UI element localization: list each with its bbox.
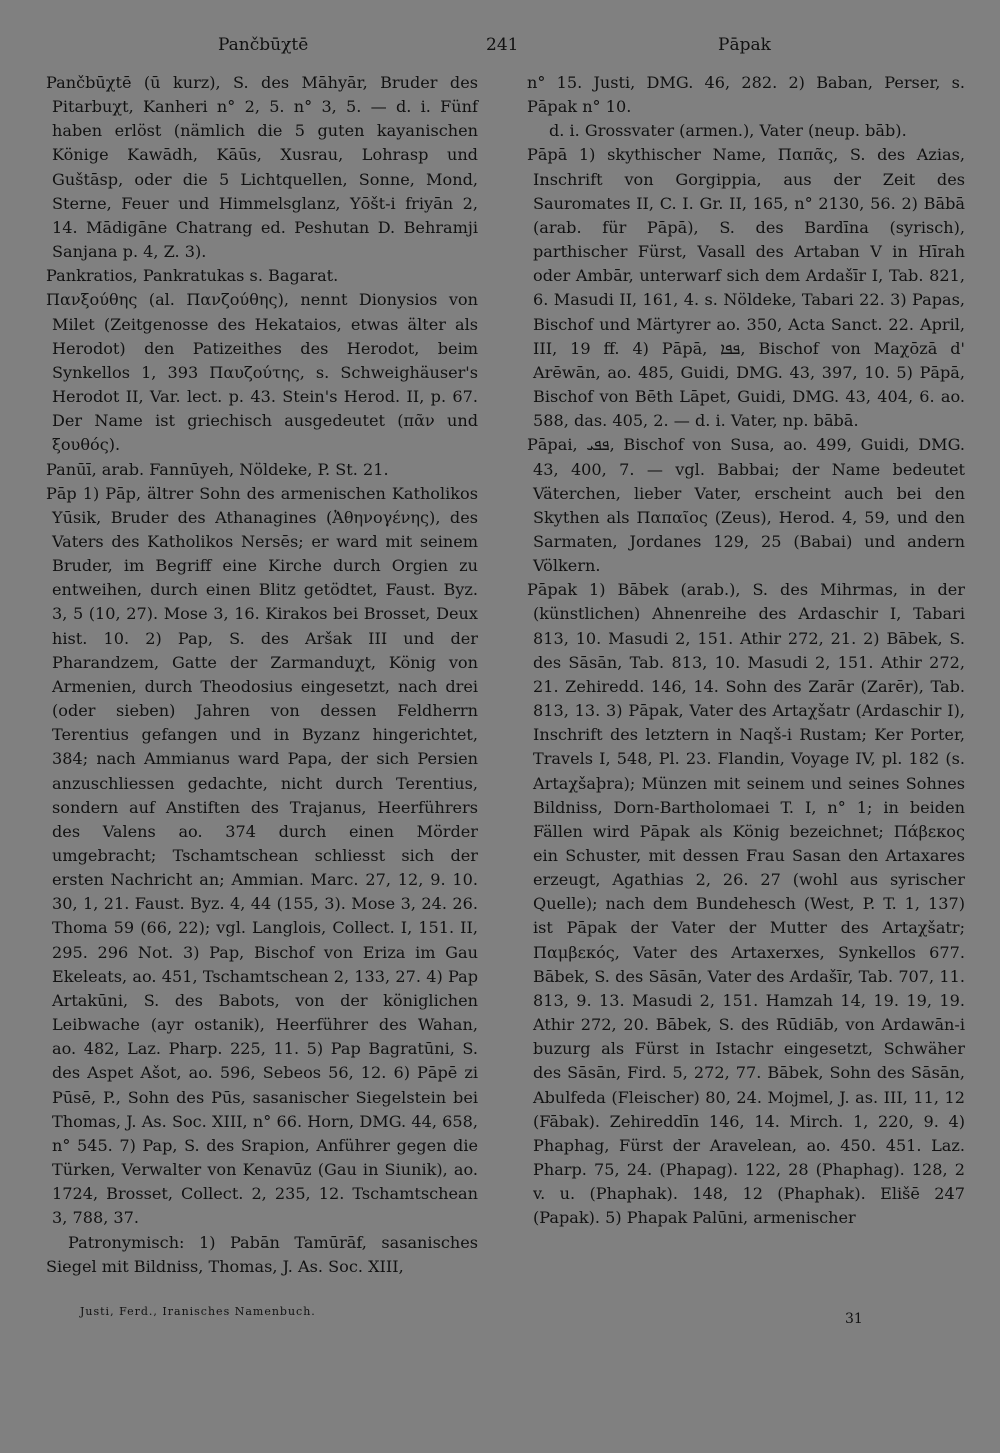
right-column — [527, 71, 965, 1231]
left-column — [46, 71, 478, 1279]
entry-panchbukhte: Pančbūχtē (ū kurz), S. des Māhyār, Bruder des Pitarbuχt, Kanheri n° 2, 5. n° 3, 5. — d. i. Fünf haben erlöst (nämlich die 5 guten kayanischen Könige Kawādh, Kāūs, Xusrau, Lohrasp und Guštāsp, oder die 5 Lichtquellen, Sonne, Mond, Sterne, Feuer und Himmelsglanz, Yōšt-i friyān 2, 14. Mādigāne Chatrang ed. Peshutan D. Behramji Sanjana p. 4, Z. 3). — [46, 73, 478, 262]
entry-papak: Pāpak 1) Bābek (arab.), S. des Mihrmas, in der (künstlichen) Ahnenreihe des Ardaschir I, Tabari 813, 10. Masudi 2, 151. Athir 272, 21. 2) Bābek, S. des Sāsān, Tab. 813, 10. Masudi 2, 151. Athir 272, 21. Zehiredd. 146, 14. Sohn des Zarār (Zarēr), Tab. 813, 13. 3) Pāpak, Vater des Artaχšatr (Ardaschir I), Inschrift des letztern in Naqš-i Rustam; Ker Porter, Travels I, 548, Pl. 23. Flandin, Voyage IV, pl. 182 (s. Artaχšaþra); Münzen mit seinem und seines Sohnes Bildniss, Dorn-Bartholomaei T. I, n° 1; in beiden Fällen wird Pāpak als König bezeichnet; Πάβεκος ein Schuster, mit dessen Frau Sasan den Artaxares erzeugt, Agathias 2, 26. 27 (wohl aus syrischer Quelle); nach dem Bundehesch (West, P. T. 1, 137) ist Pāpak der Vater der Mutter des Artaχšatr; Παμβεκός, Vater des Artaxerxes, Synkellos 677. Bābek, S. des Sāsān, Vater des Ardašīr, Tab. 707, 11. 813, 9. 13. Masudi 2, 151. Hamzah 14, 19. 19, 19. Athir 272, 20. Bābek, S. des Rūdiāb, von Ardawān-i buzurg als Fürst in Istachr eingesetzt, Schwäher des Sāsān, Fird. 5, 272, 77. Bābek, Sohn des Sāsān, Abulfeda (Fleischer) 80, 24. Mojmel, J. as. III, 11, 12 (Fābak). Zehireddīn 146, 14. Mirch. 1, 220, 9. 4) Phaphag, Fürst der Aravelean, ao. 450. 451. Laz. Pharp. 75, 24. (Phapag). 122, 28 (Phaphag). 128, 2 v. u. (Phaphak). 148, 12 (Phaphak). Elišē 247 (Papak). 5) Phapak Palūni, armenischer — [527, 580, 965, 1228]
entry-pap-patronymic: Patronymisch: 1) Pabān Tamūrāf, sasanisches Siegel mit Bildniss, Thomas, J. As. Soc. XIII, — [46, 1232, 478, 1276]
entry-continuation: n° 15. Justi, DMG. 46, 282. 2) Baban, Perser, s. Pāpak n° 10. — [527, 73, 965, 117]
entry-pap: Pāp 1) Pāp, ältrer Sohn des armenischen Katholikos Yūsik, Bruder des Athanagines (Ἀθηνογένης), des Vaters des Katholikos Nersēs; er ward mit seinem Bruder, im Begriff eine Kirche durch Orgien zu entweihen, durch einen Blitz getödtet, Faust. Byz. 3, 5 (10, 27). Mose 3, 16. Kirakos bei Brosset, Deux hist. 10. 2) Pap, S. des Aršak III und der Pharandzem, Gatte der Zarmanduχt, König von Armenien, durch Theodosius eingesetzt, nach drei (oder sieben) Jahren von dessen Feldherrn Terentius gefangen und in Byzanz hingerichtet, 384; nach Ammianus ward Papa, der sich Persien anzuschliessen gedachte, nicht durch Terentius, sondern auf Anstiften des Trajanus, Heerführers des Valens ao. 374 durch einen Mörder umgebracht; Tschamtschean schliesst sich der ersten Nachricht an; Ammian. Marc. 27, 12, 9. 10. 30, 1, 21. Faust. Byz. 4, 44 (155, 3). Mose 3, 24. 26. Thoma 59 (66, 22); vgl. Langlois, Collect. I, 151. II, 295. 296 Not. 3) Pap, Bischof von Eriza im Gau Ekeleats, ao. 451, Tschamtschean 2, 133, 27. 4) Pap Artakūni, S. des Babots, von der königlichen Leibwache (ayr ostanik), Heerführer des Wahan, ao. 482, Laz. Pharp. 225, 11. 5) Pap Bagratūni, S. des Aspet Ašot, ao. 596, Sebeos 56, 12. 6) Pāpē zi Pūsē, P., Sohn des Pūs, sasanischer Siegelstein bei Thomas, J. As. Soc. XIII, n° 66. Horn, DMG. 44, 658, n° 545. 7) Pap, S. des Srapion, Anführer gegen die Türken, Verwalter von Kenavūz (Gau in Siunik), ao. 1724, Brosset, Collect. 2, 235, 12. Tschamtschean 3, 788, 37. — [46, 483, 478, 1228]
footer-book-title: Justi, Ferd., Iranisches Namenbuch. — [80, 1305, 316, 1318]
running-head-left: Pančbūχtē — [218, 35, 309, 55]
entry-continuation-note: d. i. Grossvater (armen.), Vater (neup. bāb). — [549, 121, 907, 141]
entry-papai: Pāpai, ܦܦܝ, Bischof von Susa, ao. 499, Guidi, DMG. 43, 400, 7. — vgl. Babbai; der Name bedeutet Väterchen, lieber Vater, erscheint auch bei den Skythen als Παπαῖος (Zeus), Herod. 4, 59, und den Sarmaten, Jordanes 129, 25 (Babai) und andern Völkern. — [527, 435, 965, 576]
entry-papa: Pāpā 1) skythischer Name, Παπᾶς, S. des Azias, Inschrift von Gorgippia, aus der Zeit des Sauromates II, C. I. Gr. II, 165, n° 2130, 56. 2) Bābā (arab. für Pāpā), S. des Bardīna (syrisch), parthischer Fürst, Vasall des Artaban V in Hīrah oder Ambār, unterwarf sich dem Ardašīr I, Tab. 821, 6. Masudi II, 161, 4. s. Nöldeke, Tabari 22. 3) Papas, Bischof und Märtyrer ao. 350, Acta Sanct. 22. April, III, 19 ff. 4) Pāpā, ܦܦܐ, Bischof von Maχōzā d' Arēwān, ao. 485, Guidi, DMG. 43, 397, 10. 5) Pāpā, Bischof von Bēth Lāpet, Guidi, DMG. 43, 404, 6. ao. 588, das. 405, 2. — d. i. Vater, np. bābā. — [527, 145, 965, 431]
signature-mark: 31 — [845, 1311, 863, 1327]
entry-pankratios: Pankratios, Pankratukas s. Bagarat. — [46, 266, 339, 286]
page-number: 241 — [486, 35, 519, 55]
running-head-right: Pāpak — [718, 35, 771, 55]
entry-panxouthes: Πανξούθης (al. Πανζούθης), nennt Dionysios von Milet (Zeitgenosse des Hekataios, etwas älter als Herodot) den Patizeithes des Herodot, beim Synkellos 1, 393 Παυζούτης, s. Schweighäuser's Herodot II, Var. lect. p. 43. Stein's Herod. II, p. 67. Der Name ist griechisch ausgedeutet (πᾶν und ξουθός). — [46, 290, 478, 455]
entry-panui: Panūī, arab. Fannūyeh, Nöldeke, P. St. 21. — [46, 459, 389, 479]
